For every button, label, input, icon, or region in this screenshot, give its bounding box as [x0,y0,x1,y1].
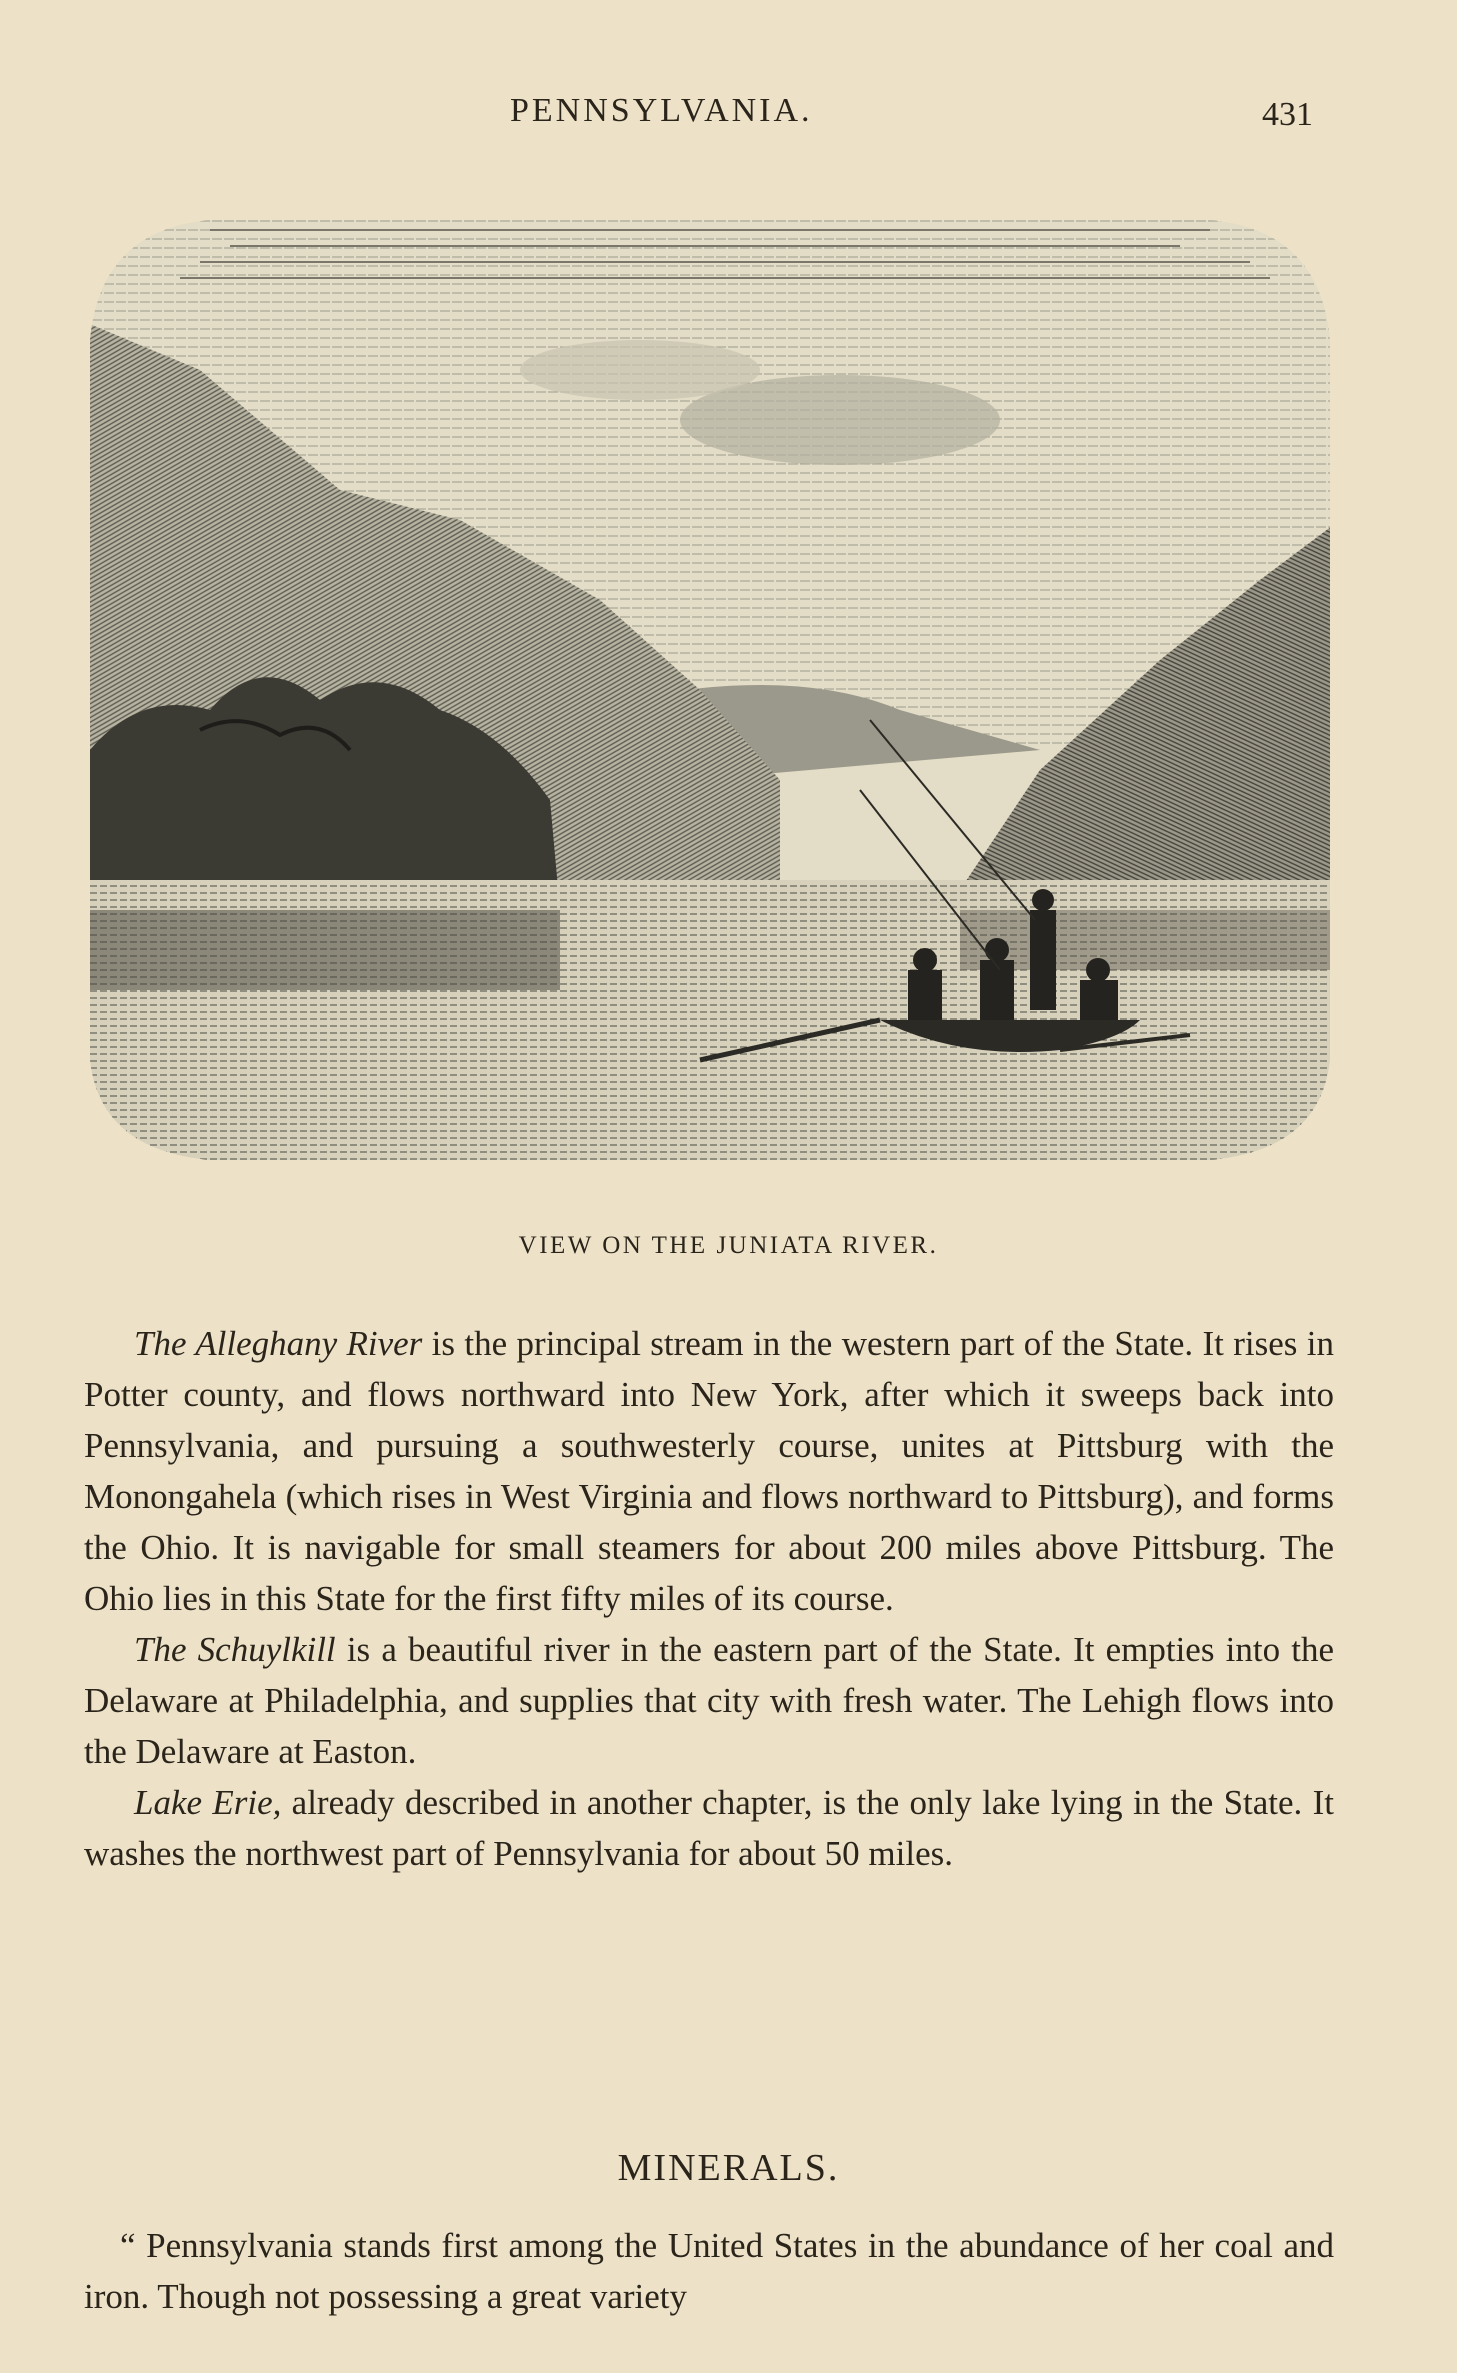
paragraph-minerals: “ Pennsylvania stands first among the United States in the abundance of her coal and iron. Though not possessing a great variety [84,2226,1334,2316]
paragraph-alleghany [84,1318,1334,1624]
paragraph-schuylkill [84,1624,1334,1777]
body-text [84,1318,1334,1879]
text-lake-erie: already described in another chapter, is the only lake lying in the State. It washes the northwest part of Pennsylvania for about 50 miles. [84,1783,1334,1873]
section-heading-minerals: MINERALS. [617,2147,840,2189]
lead-lake-erie: Lake Erie, [134,1783,282,1822]
figure-caption: VIEW ON THE JUNIATA RIVER. [518,1232,939,1259]
text-schuylkill: is a beautiful river in the eastern part of the State. It empties into the Delaware at Philadelphia, and supplies that city with fresh water. The Lehigh flows into the Delaware at Easton. [84,1630,1334,1771]
page-number: 431 [1262,96,1313,133]
lead-alleghany-river: The Alleghany River [134,1324,423,1363]
paragraph-lake-erie [84,1777,1334,1879]
text-alleghany-river: is the principal stream in the western part of the State. It rises in Potter county, and flows northward into New York, after which it sweeps back into Pennsylvania, and pursuing a southwesterly course, unites at Pittsburg with the Monongahela (which rises in West Virginia and flows northward to Pittsburg), and forms the Ohio. It is navigable for small steamers for about 200 miles above Pittsburg. The Ohio lies in this State for the first fifty miles of its course. [84,1324,1334,1618]
river-engraving-illustration [80,190,1340,1180]
minerals-text [84,2220,1334,2322]
running-title: PENNSYLVANIA. [510,92,813,129]
lead-schuylkill: The Schuylkill [134,1630,336,1669]
